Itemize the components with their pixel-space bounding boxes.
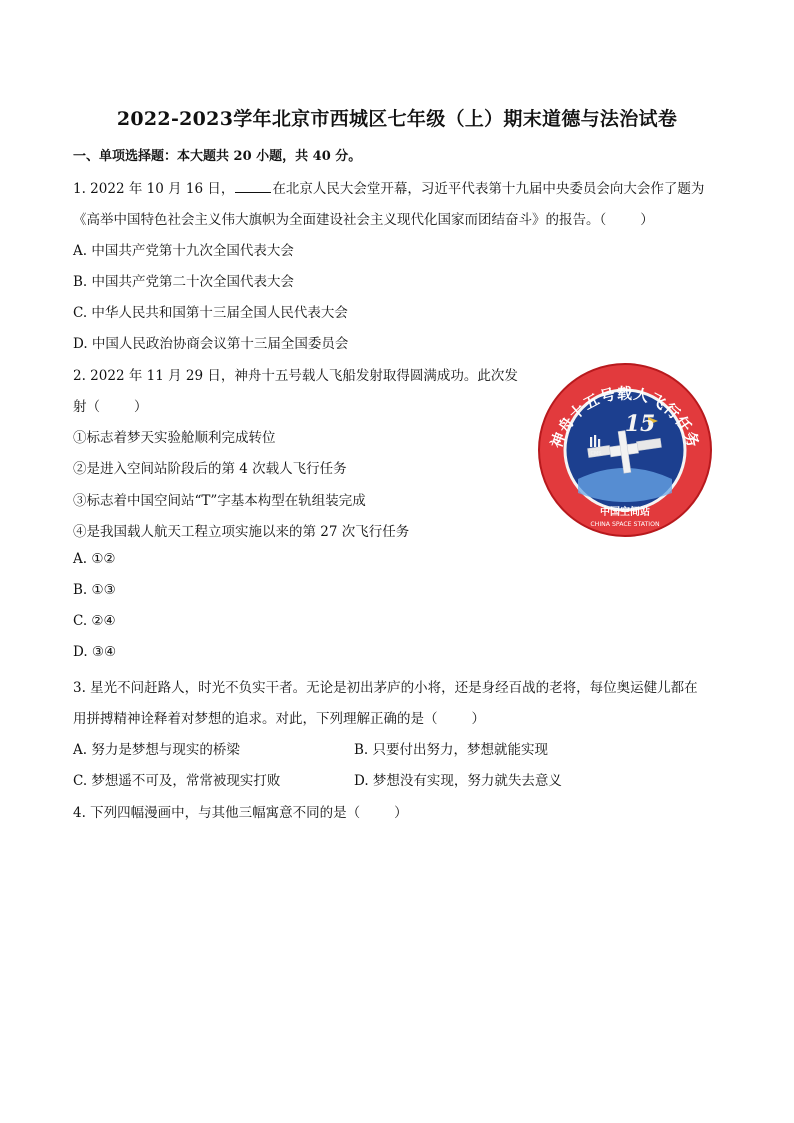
q4-stem xyxy=(73,801,408,821)
q3-option-a: A. 努力是梦想与现实的桥梁 xyxy=(73,742,240,758)
q4-stem-part: 4. 下列四幅漫画中，与其他三幅寓意不同的是（ xyxy=(73,805,361,821)
q3-stem-part: 用拼搏精神诠释着对梦想的追求。对此，下列理解正确的是（ xyxy=(73,711,438,727)
page-title: 2022-2023学年北京市西城区七年级（上）期末道德与法治试卷 xyxy=(116,108,678,130)
q3-stem-line1: 3. 星光不问赶路人，时光不负实干者。无论是初出茅庐的小将，还是身经百战的老将，每位奥运健儿都在 xyxy=(73,680,698,696)
q2-stem-line1: 2. 2022 年 11 月 29 日，神舟十五号载人飞船发射取得圆满成功。此次发 xyxy=(73,368,518,384)
q1-option-b: B. 中国共产党第二十次全国代表大会 xyxy=(73,274,295,290)
q1-stem-part1: 1. 2022 年 10 月 16 日， xyxy=(73,181,235,197)
q3-stem-line2 xyxy=(73,707,485,727)
q3-option-b: B. 只要付出努力，梦想就能实现 xyxy=(354,742,549,758)
section-heading: 一、单项选择题：本大题共 20 小题，共 40 分。 xyxy=(73,149,362,164)
q2-statement-2: ②是进入空间站阶段后的第 4 次载人飞行任务 xyxy=(73,461,347,477)
q2-statement-1: ①标志着梦天实验舱顺利完成转位 xyxy=(73,430,276,446)
q2-stem-part: 射（ xyxy=(73,399,100,415)
badge-cms-label: CMS xyxy=(590,451,602,457)
q1-blank xyxy=(235,179,271,193)
q1-stem-line2 xyxy=(73,208,654,228)
badge-bottom-en: CHINA SPACE STATION xyxy=(590,521,660,528)
badge-bottom-cn: 中国空间站 xyxy=(600,507,650,518)
q2-option-d: D. ③④ xyxy=(73,644,117,660)
q1-option-c: C. 中华人民共和国第十三届全国人民代表大会 xyxy=(73,305,348,321)
q3-option-c: C. 梦想遥不可及，常常被现实打败 xyxy=(73,773,281,789)
q2-statement-4: ④是我国载人航天工程立项实施以来的第 27 次飞行任务 xyxy=(73,524,410,540)
q2-option-b: B. ①③ xyxy=(73,582,116,598)
q2-option-c: C. ②④ xyxy=(73,613,116,629)
q1-option-a: A. 中国共产党第十九次全国代表大会 xyxy=(73,243,294,259)
q1-stem-part2: 在北京人民大会堂开幕，习近平代表第十九届中央委员会向大会作了题为 xyxy=(272,181,705,197)
q3-stem-close: ） xyxy=(471,711,485,727)
q1-option-d: D. 中国人民政治协商会议第十三届全国委员会 xyxy=(73,336,349,352)
q4-stem-close: ） xyxy=(394,805,408,821)
mission-badge-image xyxy=(530,361,720,539)
q1-stem-part3: 《高举中国特色社会主义伟大旗帜为全面建设社会主义现代化国家而团结奋斗》的报告。（ xyxy=(73,212,607,228)
q1-stem-close: ） xyxy=(640,212,654,228)
q1-stem-line1 xyxy=(73,177,704,197)
badge-number: 15 xyxy=(624,411,656,437)
q3-option-d: D. 梦想没有实现，努力就失去意义 xyxy=(354,773,562,789)
badge-ring-text: 神舟十五号载人飞行任务 xyxy=(547,384,703,451)
q2-stem-close: ） xyxy=(134,399,148,415)
q2-stem-line2 xyxy=(73,395,148,415)
q2-statement-3: ③标志着中国空间站“T”字基本构型在轨组装完成 xyxy=(73,493,366,509)
q2-option-a: A. ①② xyxy=(73,551,116,567)
